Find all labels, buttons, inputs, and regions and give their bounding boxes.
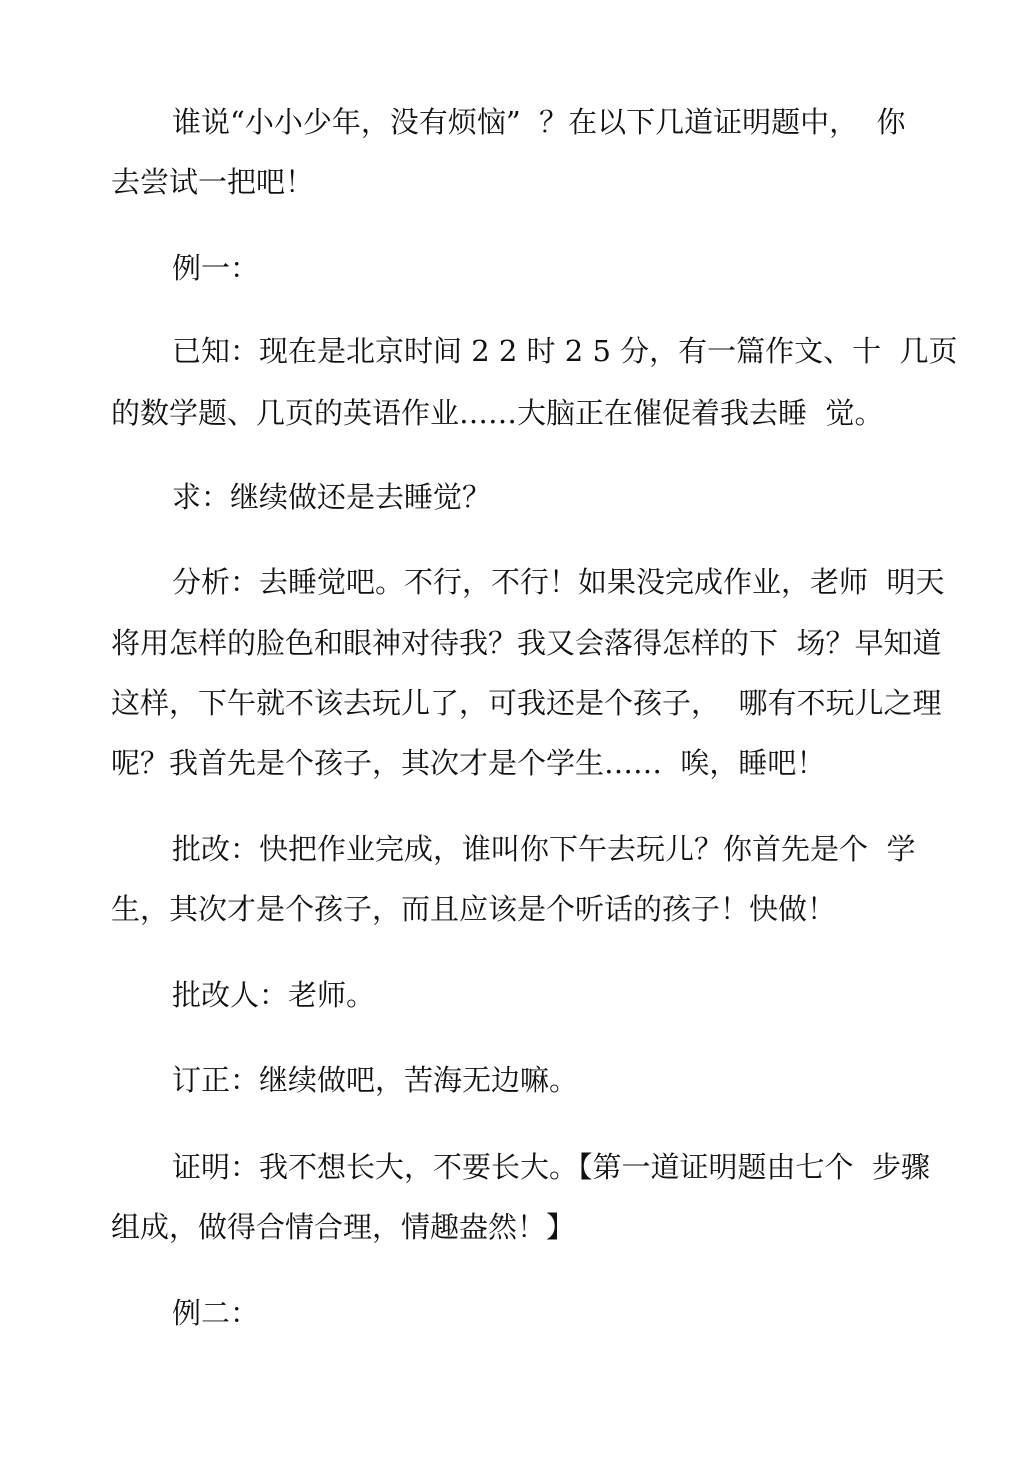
example-2-heading: 例二：: [172, 1296, 260, 1330]
correction-comment-line-1: 批改：快把作业完成，谁叫你下午去玩儿？你首先是个 学: [172, 832, 916, 866]
paragraph-intro-line-1: 谁说“小小少年，没有烦恼” ？在以下几道证明题中， 你: [172, 105, 906, 139]
proof-line-1: 证明：我不想长大，不要长大。【第一道证明题由七个 步骤: [172, 1150, 930, 1184]
example-1-heading: 例一：: [172, 251, 260, 285]
correction-comment-line-2: 生，其次才是个孩子，而且应该是个听话的孩子！快做！: [111, 892, 837, 926]
given-line-1: 已知：现在是北京时间 2 2 时 2 5 分，有一篇作文、十 几页: [172, 334, 958, 368]
analysis-line-2: 将用怎样的脸色和眼神对待我？我又会落得怎样的下 场？早知道: [111, 626, 942, 660]
analysis-line-1: 分析：去睡觉吧。不行，不行！如果没完成作业，老师 明天: [172, 565, 945, 599]
corrector-line: 批改人：老师。: [172, 978, 376, 1012]
question-line: 求：继续做还是去睡觉？: [172, 480, 492, 514]
paragraph-intro-line-2: 去尝试一把吧！: [111, 165, 315, 199]
analysis-line-3: 这样，下午就不该去玩儿了，可我还是个孩子， 哪有不玩儿之理: [111, 686, 942, 720]
revision-line: 订正：继续做吧，苦海无边嘛。: [172, 1063, 579, 1097]
analysis-line-4: 呢？我首先是个孩子，其次才是个学生…… 唉，睡吧！: [111, 746, 826, 780]
proof-line-2: 组成，做得合情合理，情趣盎然！】: [111, 1210, 576, 1244]
given-line-2: 的数学题、几页的英语作业……大脑正在催促着我去睡 觉。: [111, 396, 884, 430]
